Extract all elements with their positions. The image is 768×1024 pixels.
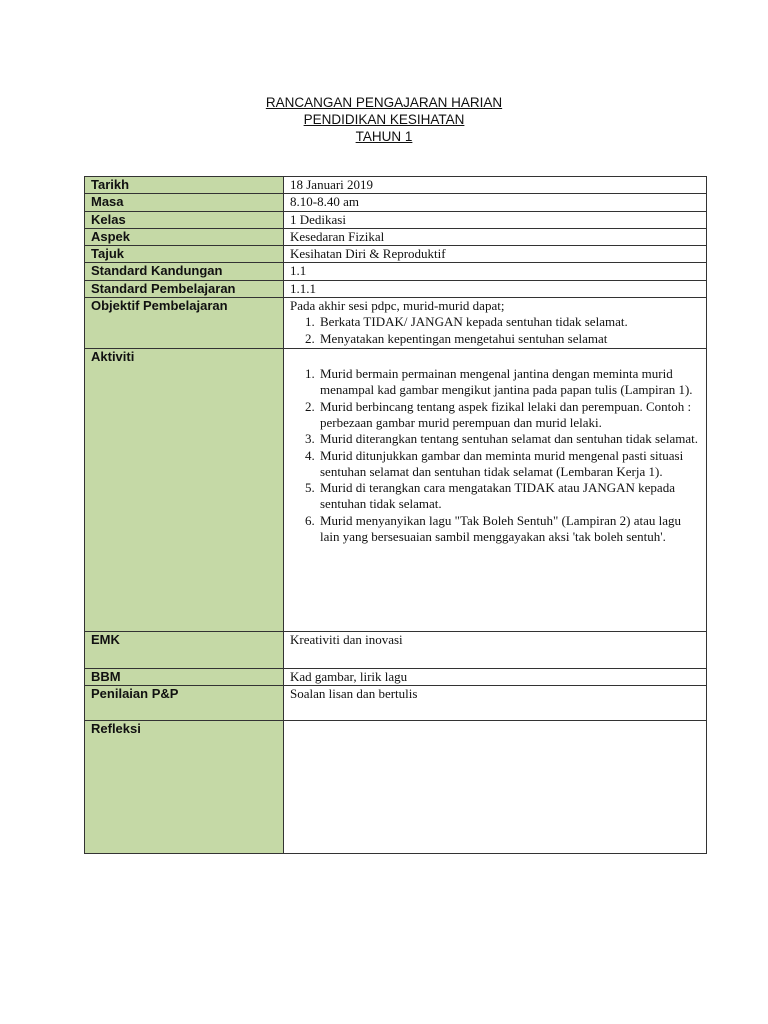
title-line-3: TAHUN 1 bbox=[355, 129, 413, 144]
list-item: 2. Menyatakan kepentingan mengetahui sentuhan selamat bbox=[318, 331, 700, 347]
label-bbm: BBM bbox=[85, 669, 284, 686]
row-penilaian bbox=[85, 686, 707, 721]
value-standard-kandungan: 1.1 bbox=[284, 263, 707, 280]
row-emk bbox=[85, 632, 707, 669]
list-item: 2. Murid berbincang tentang aspek fizikal lelaki dan perempuan. Contoh : perbezaan gambar murid perempuan dan murid lelaki. bbox=[318, 399, 700, 432]
row-kelas bbox=[85, 211, 707, 228]
label-standard-pembelajaran: Standard Pembelajaran bbox=[85, 280, 284, 297]
row-objektif bbox=[85, 298, 707, 349]
label-tajuk: Tajuk bbox=[85, 246, 284, 263]
list-item: 3. Murid diterangkan tentang sentuhan selamat dan sentuhan tidak selamat. bbox=[318, 431, 700, 447]
label-tarikh: Tarikh bbox=[85, 177, 284, 194]
value-aspek: Kesedaran Fizikal bbox=[284, 228, 707, 245]
row-standard-kandungan bbox=[85, 263, 707, 280]
list-item: 5. Murid di terangkan cara mengatakan TIDAK atau JANGAN kepada sentuhan tidak selamat. bbox=[318, 480, 700, 513]
value-tajuk: Kesihatan Diri & Reproduktif bbox=[284, 246, 707, 263]
value-emk: Kreativiti dan inovasi bbox=[284, 632, 707, 669]
value-standard-pembelajaran: 1.1.1 bbox=[284, 280, 707, 297]
value-tarikh: 18 Januari 2019 bbox=[284, 177, 707, 194]
label-aspek: Aspek bbox=[85, 228, 284, 245]
row-refleksi bbox=[85, 721, 707, 854]
aktiviti-list bbox=[290, 366, 700, 545]
row-masa bbox=[85, 194, 707, 211]
row-tarikh bbox=[85, 177, 707, 194]
list-item: 4. Murid ditunjukkan gambar dan meminta murid mengenal pasti situasi sentuhan selamat dan sentuhan tidak selamat (Lembaran Kerja 1). bbox=[318, 448, 700, 481]
row-standard-pembelajaran bbox=[85, 280, 707, 297]
label-aktiviti: Aktiviti bbox=[85, 349, 284, 632]
value-kelas: 1 Dedikasi bbox=[284, 211, 707, 228]
objektif-list bbox=[290, 314, 700, 347]
list-item: 1. Berkata TIDAK/ JANGAN kepada sentuhan tidak selamat. bbox=[318, 314, 700, 330]
label-refleksi: Refleksi bbox=[85, 721, 284, 854]
title-line-2: PENDIDIKAN KESIHATAN bbox=[303, 112, 465, 127]
objektif-intro: Pada akhir sesi pdpc, murid-murid dapat; bbox=[290, 298, 505, 314]
label-masa: Masa bbox=[85, 194, 284, 211]
title-line-1: RANCANGAN PENGAJARAN HARIAN bbox=[265, 95, 503, 110]
list-item: 1. Murid bermain permainan mengenal jantina dengan meminta murid menampal kad gambar mengikut jantina pada papan tulis (Lampiran 1). bbox=[318, 366, 700, 399]
label-emk: EMK bbox=[85, 632, 284, 669]
lesson-plan-table bbox=[84, 176, 707, 854]
row-aktiviti bbox=[85, 349, 707, 632]
value-bbm: Kad gambar, lirik lagu bbox=[284, 669, 707, 686]
value-penilaian: Soalan lisan dan bertulis bbox=[284, 686, 707, 721]
list-item: 6. Murid menyanyikan lagu "Tak Boleh Sentuh" (Lampiran 2) atau lagu lain yang bersesuaian sambil menggayakan aksi 'tak boleh sentuh'. bbox=[318, 513, 700, 546]
value-objektif bbox=[284, 298, 707, 349]
label-objektif: Objektif Pembelajaran bbox=[85, 298, 284, 349]
value-masa: 8.10-8.40 am bbox=[284, 194, 707, 211]
value-aktiviti bbox=[284, 349, 707, 632]
row-tajuk bbox=[85, 246, 707, 263]
label-kelas: Kelas bbox=[85, 211, 284, 228]
row-bbm bbox=[85, 669, 707, 686]
label-standard-kandungan: Standard Kandungan bbox=[85, 263, 284, 280]
label-penilaian: Penilaian P&P bbox=[85, 686, 284, 721]
value-refleksi bbox=[284, 721, 707, 854]
row-aspek bbox=[85, 228, 707, 245]
document-title bbox=[0, 94, 768, 145]
